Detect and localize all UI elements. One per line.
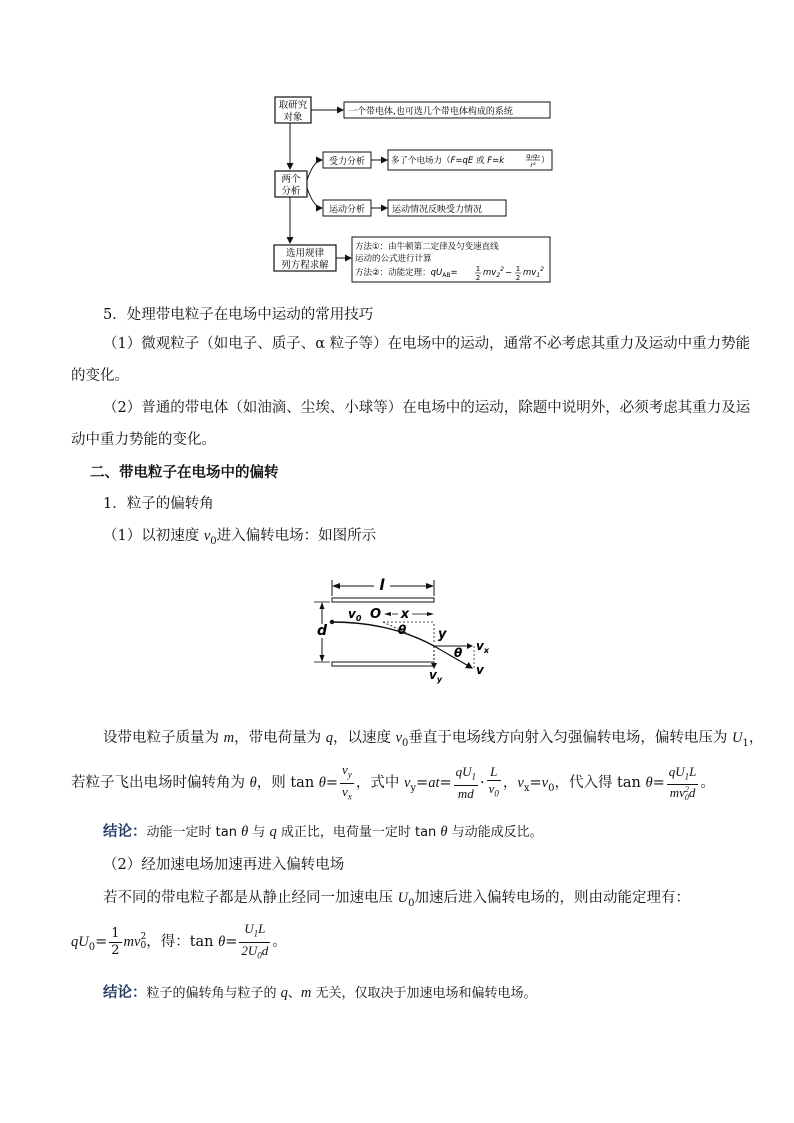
choose-law-label-1: 选用规律 — [285, 248, 325, 259]
method2-half1-den: 2 — [475, 274, 481, 282]
method2-half1-num: 1 — [475, 265, 481, 273]
plate-gap-label: d — [316, 623, 328, 639]
origin-O-label: O — [370, 607, 382, 622]
conclusion-2: 结论：粒子的偏转角与粒子的 q、m 无关，仅取决于加速电场和偏转电场。 — [103, 985, 537, 1001]
case2-equation: $qU_0=$ $\frac{1}{2}$ mv 2 0 ，得：tan θ= $\frac{U_1L}{2U_0d}$ 。 — [71, 921, 287, 963]
method-flowchart — [270, 92, 570, 292]
method2-mv2: $mv_2^2$ — [483, 266, 504, 279]
force-frac-den: r² — [530, 161, 536, 169]
force-frac-num: q₁q₂ — [526, 152, 540, 160]
section2-sub1: 1．粒子的偏转角 — [103, 496, 214, 512]
method2-half2-num: 1 — [515, 265, 521, 273]
v0-label: $v_0$ — [348, 607, 362, 623]
case2-title: （2）经加速电场加速再进入偏转电场 — [103, 857, 345, 873]
frac-qU1-md: $\frac{qU_1}{md}$ — [455, 764, 477, 801]
section5-title: 5．处理带电粒子在电场中运动的常用技巧 — [103, 307, 374, 323]
theta-label-1: θ — [398, 623, 407, 637]
research-object-desc: 一个带电体,也可选几个带电体构成的系统 — [348, 107, 513, 117]
method2-half2-den: 2 — [515, 274, 521, 282]
vx-label: $v_x$ — [476, 639, 489, 655]
force-analysis-label: 受力分析 — [328, 157, 366, 167]
choose-law-label-2: 列方程求解 — [281, 260, 329, 271]
upper-plate — [332, 598, 434, 602]
y-label: y — [438, 627, 447, 642]
section2-heading: 二、带电粒子在电场中的偏转 — [90, 465, 279, 481]
lower-plate — [332, 662, 434, 666]
frac-U1L-2U0d: $\frac{U_1L}{2U_0d}$ — [241, 921, 269, 961]
frac-half: $\frac{1}{2}$ — [111, 925, 120, 958]
x-label: x — [400, 607, 410, 622]
vy-label: $v_y$ — [429, 668, 443, 684]
para1-line2: 若粒子飞出电场时偏转角为 θ，则 tan θ= $\frac{v_y}{v_x}$ ，式中 $v_y=at=$ $\frac{qU_1}{md}$ · $\frac{L}{v_0}$ ，$v_x=v_0$，代入得 tan θ= $qU_1L$ mv 2 0 d 。 — [71, 762, 715, 803]
v-label: v — [476, 663, 484, 677]
method2-mv1: $mv_1^2$ — [523, 266, 544, 279]
section5-item2-line1: （2）普通的带电体（如油滴、尘埃、小球等）在电场中的运动，除题中说明外，必须考虑其重力及运 — [103, 400, 751, 416]
research-object-label-1: 取研究 — [278, 100, 308, 111]
tan-frac-vy-vx: $\frac{v_y}{v_x}$ — [342, 762, 352, 802]
section5-item2-line2: 动中重力势能的变化。 — [71, 432, 216, 448]
two-analyses-label-1: 两个 — [281, 174, 301, 185]
para1-line1: 设带电粒子质量为 m，带电荷量为 q，以速度 $v_0$垂直于电场线方向射入匀强偏转电场，偏转电压为 $U_1$， — [103, 730, 764, 749]
section5-item1-line1: （1）微观粒子（如电子、质子、α 粒子等）在电场中的运动，通常不必考虑其重力及运动中重力势能 — [103, 336, 751, 352]
deflection-diagram — [310, 576, 490, 688]
method2-minus: − — [505, 268, 513, 278]
motion-analysis-desc: 运动情况反映受力情况 — [392, 205, 483, 215]
plate-length-label: l — [379, 576, 385, 594]
frac-L-v0: $\frac{L}{v_0}$ — [488, 764, 499, 799]
conclusion-2-label: 结论： — [103, 985, 147, 1001]
case2-line: 若不同的带电粒子都是从静止经同一加速电压 $U_0$加速后进入偏转电场的，则由动能定理有： — [103, 890, 690, 909]
trajectory-curve — [332, 622, 434, 646]
conclusion-1: 结论：动能一定时 tan θ 与 q 成正比，电荷量一定时 tan θ 与动能成反比。 — [103, 824, 543, 840]
force-desc-close: ） — [541, 156, 550, 166]
method2-line: 方法②：动能定理：$qU_{AB}=$ — [355, 268, 458, 279]
force-analysis-desc: 多了个电场力（F=qE 或 F=k — [391, 156, 505, 166]
conclusion-1-label: 结论： — [103, 824, 147, 840]
frac-tan-result: $qU_1L$ mv 2 0 d — [668, 763, 697, 803]
section5-item1-line2: 的变化。 — [71, 368, 129, 384]
method1-line1: 方法①：由牛顿第二定律及匀变速直线 — [355, 242, 499, 252]
motion-analysis-label: 运动分析 — [328, 205, 366, 215]
two-analyses-label-2: 分析 — [281, 186, 301, 197]
research-object-label-2: 对象 — [283, 112, 303, 123]
theta-label-2: θ — [454, 646, 463, 660]
method1-line2: 运动的公式进行计算 — [355, 254, 432, 264]
section2-case1: （1）以初速度 $v_0$进入偏转电场：如图所示 — [103, 528, 377, 547]
